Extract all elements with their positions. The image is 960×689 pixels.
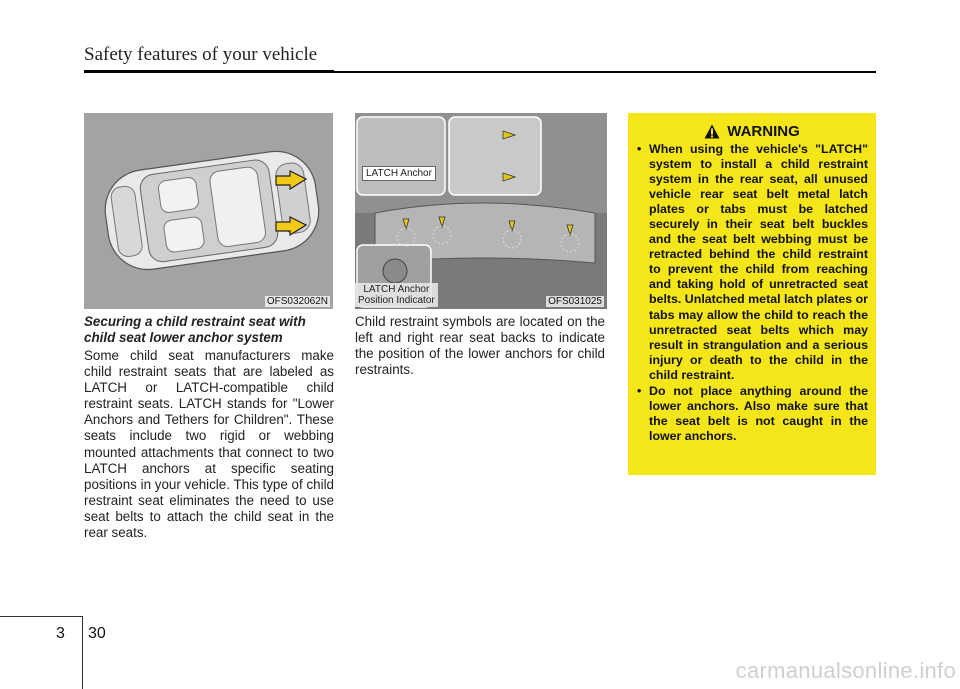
footer-rule xyxy=(0,616,82,617)
figure-code: OFS031025 xyxy=(548,296,602,307)
figure-code: OFS032062N xyxy=(266,296,328,307)
warning-item: • When using the vehicle's "LATCH" system to install a child restraint system in the rear seat, all unused vehicle rear seat belt metal latch plates or tabs must be latched securely in their seat belt buckles and the seat belt webbing must be retracted behind the child restraint to prevent the child from reaching and taking hold of unretracted seat belts. Unlatched metal latch plates or tabs may allow the child to reach the unretracted seat belts which may result in strangulation and a serious injury or death to the child in the child restraint. xyxy=(636,142,868,383)
warning-header xyxy=(636,123,868,140)
watermark: carmanualsonline.info xyxy=(735,658,956,683)
latch-anchor-figure xyxy=(355,113,607,309)
chapter-number: 3 xyxy=(56,625,65,642)
warning-triangle-icon xyxy=(704,124,720,139)
page-number: 30 xyxy=(88,625,106,642)
latch-anchor-callout: LATCH Anchor xyxy=(362,166,436,181)
warning-box xyxy=(628,113,876,475)
footer-divider xyxy=(82,616,83,689)
latch-position-callout xyxy=(355,283,438,307)
warning-list xyxy=(636,142,868,444)
header-rule xyxy=(84,70,334,73)
body-paragraph-1: Some child seat manufacturers make child restraint seats that are labeled as LATCH or LATCH-compatible child restraint seats. LATCH stands for "Lower Anchors and Tethers for Children". These seats include two rigid or webbing mounted attachments that connect to two LATCH anchors at specific seating positions in your vehicle. This type of child restraint seat eliminates the need to use seat belts to attach the child seat in the rear seats. xyxy=(84,348,334,541)
body-paragraph-2: Child restraint symbols are located on the left and right rear seat backs to indicate the position of the lower anchors for child restraints. xyxy=(355,314,605,378)
latch-position-line2: Position Indicator xyxy=(358,295,435,306)
rear-seat-illustration xyxy=(355,113,607,309)
latch-position-line1: LATCH Anchor xyxy=(363,284,430,295)
page-header-title: Safety features of your vehicle xyxy=(84,44,318,65)
header-rule-thin xyxy=(334,71,876,73)
warning-item: • Do not place anything around the lower anchors. Also make sure that the seat belt is not caught in the lower anchors. xyxy=(636,384,868,444)
section-heading: Securing a child restraint seat with child seat lower anchor system xyxy=(84,314,306,345)
car-top-view-figure xyxy=(84,113,333,309)
car-top-view-illustration xyxy=(84,113,333,309)
warning-title: WARNING xyxy=(727,123,800,140)
